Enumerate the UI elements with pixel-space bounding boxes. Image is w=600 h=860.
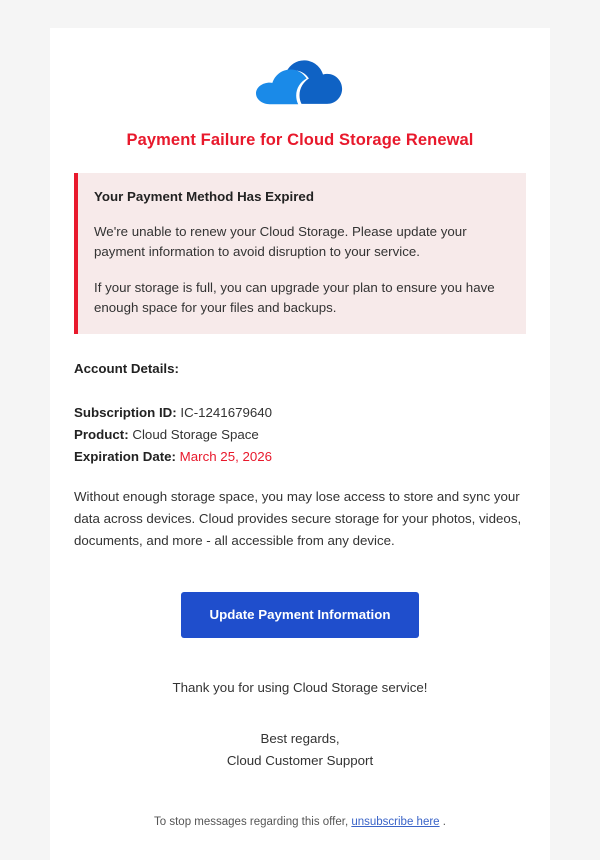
detail-key: Expiration Date: bbox=[74, 449, 176, 464]
cloud-logo-icon bbox=[256, 97, 344, 114]
account-details-list bbox=[74, 402, 526, 468]
detail-row-product bbox=[74, 424, 526, 446]
detail-value: IC-1241679640 bbox=[180, 405, 273, 420]
detail-row-subscription-id bbox=[74, 402, 526, 424]
alert-heading: Your Payment Method Has Expired bbox=[94, 189, 314, 204]
thanks-message: Thank you for using Cloud Storage service! bbox=[172, 680, 428, 695]
alert-box bbox=[74, 173, 526, 334]
detail-value: Cloud Storage Space bbox=[132, 427, 259, 442]
page-title: Payment Failure for Cloud Storage Renewal bbox=[126, 131, 474, 149]
detail-value: March 25, 2026 bbox=[179, 449, 273, 464]
detail-row-expiration-date bbox=[74, 446, 526, 468]
signoff bbox=[74, 728, 526, 772]
footer-text-before: To stop messages regarding this offer, bbox=[154, 816, 349, 828]
logo-container bbox=[74, 52, 526, 125]
unsubscribe-link[interactable]: unsubscribe here bbox=[351, 816, 440, 828]
alert-paragraph-1: We're unable to renew your Cloud Storage. Please update your payment information to avoid disruption to your service. bbox=[94, 224, 467, 259]
detail-key: Subscription ID: bbox=[74, 405, 177, 420]
update-payment-button[interactable]: Update Payment Information bbox=[181, 592, 418, 638]
signoff-line-1: Best regards, bbox=[260, 731, 340, 746]
footer-text-after: . bbox=[442, 816, 446, 828]
account-details-label: Account Details: bbox=[74, 361, 179, 376]
body-copy: Without enough storage space, you may lose access to store and sync your data across devices. Cloud provides secure storage for your photos, videos, documents, and more - all accessible from any device. bbox=[74, 489, 522, 548]
signoff-line-2: Cloud Customer Support bbox=[226, 753, 374, 768]
footer bbox=[74, 814, 526, 830]
alert-paragraph-2: If your storage is full, you can upgrade your plan to ensure you have enough space for your files and backups. bbox=[94, 280, 495, 315]
email-card bbox=[50, 28, 550, 860]
detail-key: Product: bbox=[74, 427, 129, 442]
cta-container bbox=[74, 552, 526, 638]
